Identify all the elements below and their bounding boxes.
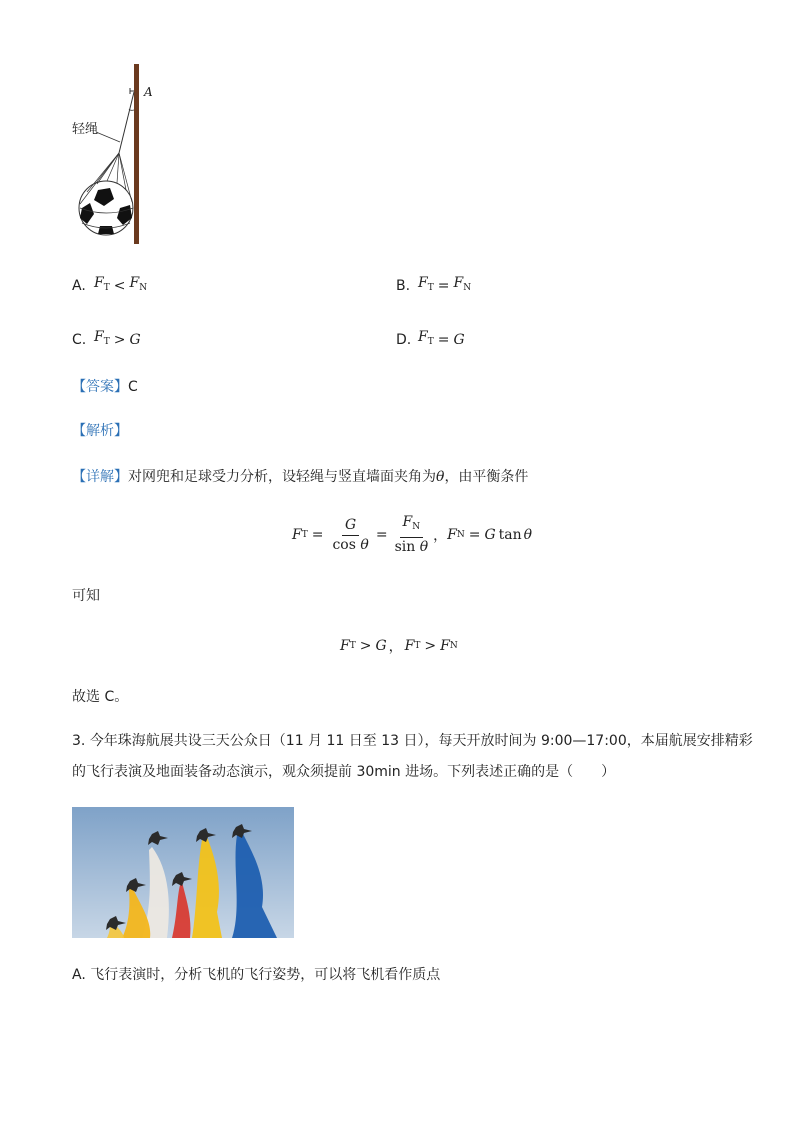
airshow-photo xyxy=(72,807,294,938)
answer-line xyxy=(72,377,138,397)
final-choice: 故选 C。 xyxy=(72,689,129,705)
detail-line: 【详解】对网兜和足球受力分析，设轻绳与竖直墙面夹角为θ，由平衡条件 xyxy=(72,469,529,485)
question-3-number: 3. xyxy=(72,733,86,749)
option-c[interactable]: C. $F_T$ > G xyxy=(72,329,141,348)
conclusion-intro: 可知 xyxy=(72,588,100,604)
point-a-label: A xyxy=(144,85,153,99)
option-a[interactable]: A. $F_T$ < $F_N$ xyxy=(72,275,148,294)
force-diagram-svg xyxy=(60,58,170,250)
airshow-photo-svg xyxy=(72,807,294,938)
option-b[interactable]: B. $F_T$ = $F_N$ xyxy=(396,275,472,294)
analysis-label: 【解析】 xyxy=(72,423,128,439)
fraction-fn-over-sin: $\frac{F_N}{\text{sin θ}}$ xyxy=(394,514,429,555)
option-d[interactable]: D. $F_T$ = G xyxy=(396,329,465,348)
answer-value: C xyxy=(128,379,138,395)
equation-1: F T = $\frac{G}{\text{cos θ}}$ = $\frac{F_N}{\text{sin θ}}$ ， F N = G tan θ xyxy=(292,514,533,555)
question-3-line-2: 的飞行表演及地面装备动态演示，观众须提前 30min 进场。下列表述正确的是（ ） xyxy=(72,764,616,780)
fraction-g-over-cos: $\frac{G}{\text{cos θ}}$ xyxy=(332,516,369,553)
question-3-option-a[interactable]: A. 飞行表演时，分析飞机的飞行姿势，可以将飞机看作质点 xyxy=(72,967,441,983)
equation-2: F T > G ， F T > F N xyxy=(340,638,458,655)
force-diagram xyxy=(60,58,170,250)
wall xyxy=(134,64,139,244)
rope-label-pointer xyxy=(96,132,120,142)
football xyxy=(79,181,133,235)
rope-label: 轻绳 xyxy=(72,122,99,137)
answer-label: 【答案】 xyxy=(72,379,128,395)
rope xyxy=(119,92,134,153)
detail-label: 【详解】 xyxy=(72,469,128,485)
question-3-line-1: 3. 今年珠海航展共设三天公众日（11 月 11 日至 13 日），每天开放时间为 9:00—17:00，本届航展安排精彩 xyxy=(72,733,753,749)
